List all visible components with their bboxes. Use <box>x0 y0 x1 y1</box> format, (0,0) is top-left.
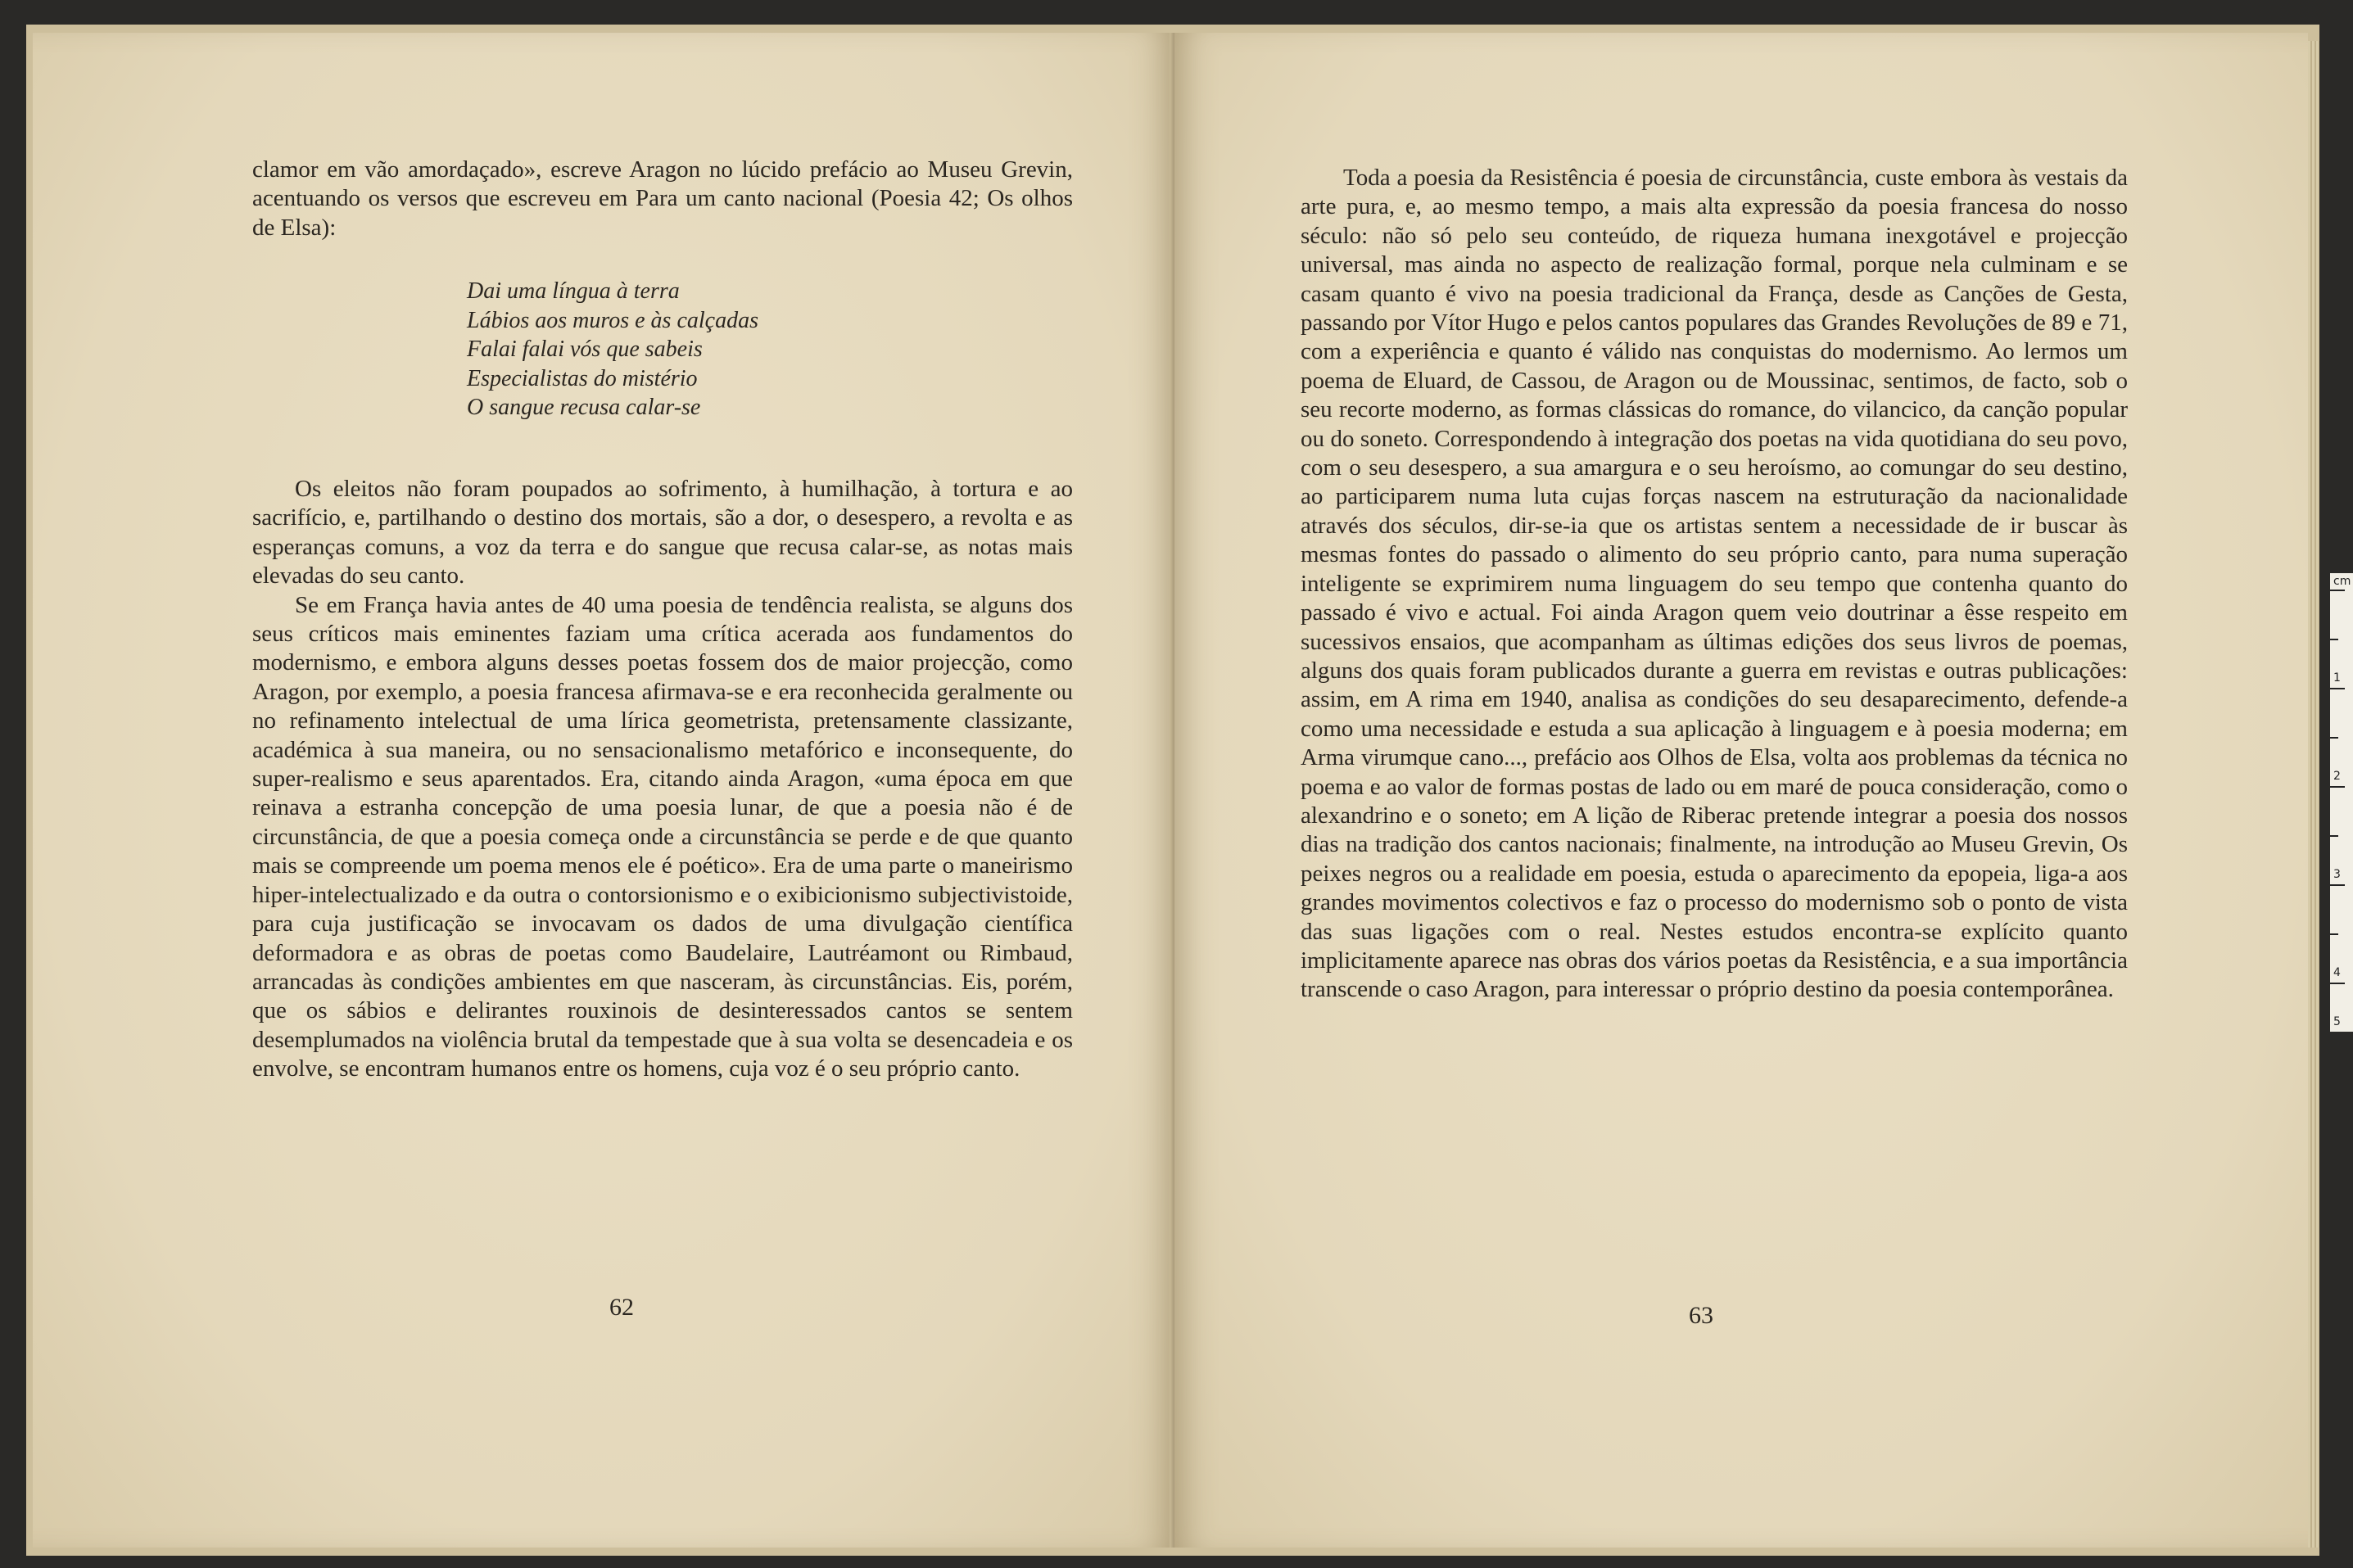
ruler-tick <box>2330 884 2345 886</box>
left-paragraph-franca: Se em França havia antes de 40 uma poesia de tendência realista, se alguns dos seus críticos mais eminentes faziam uma crítica acerada aos fundamentos do modernismo, e embora alguns desses poetas fossem dos de maior projecção, como Aragon, por exemplo, a poesia francesa afirmava-se e era reconhecida geralmente ou no refinamento intelectual de uma lírica geometrista, pretensamente classizante, académica à sua maneira, ou no sensacionalismo metafórico e inconsequente, do super-realismo e seus aparentados. Era, citando ainda Aragon, «uma época em que reinava a estranha concepção de uma poesia lunar, de que a poesia não é de circunstância, de que a poesia começa onde a circunstância se perde e de que quanto mais se compreende um poema menos ele é poético». Era de uma parte o maneirismo hiper-intelectualizado e da outra o contorsionismo e o exibicionismo subjectivistoide, para cuja justificação se invocavam os dados de uma divulgação científica deformadora e as obras de poetas como Baudelaire, Lautréamont ou Rimbaud, arrancadas às condições ambientes em que nasceram, às circunstâncias. Eis, porém, que os sábios e delirantes rouxinois de desinteressados cantos se sentem desemplumados na violência brutal da tempestade que à sua volta se desencadeia e os envolve, se encontram humanos entre os homens, cuja voz é o seu próprio canto. <box>252 591 1073 1082</box>
open-book <box>26 25 2319 1556</box>
page-edges <box>2308 41 2319 1548</box>
ruler-label: 4 <box>2333 966 2341 979</box>
ruler-tick <box>2330 639 2338 640</box>
poem-line: Lábios aos muros e às calçadas <box>467 307 758 333</box>
page-number-right: 63 <box>1689 1302 1713 1329</box>
ruler-tick <box>2330 737 2338 739</box>
poem-line: Especialistas do mistério <box>467 365 698 391</box>
left-paragraph-eleitos: Os eleitos não foram poupados ao sofrimento, à humilhação, à tortura e ao sacrifício, e, partilhando o destino dos mortais, são a dor, o desespero, a revolta e as esperanças comuns, a voz da terra e do sangue que recusa calar-se, as notas mais elevadas do seu canto. <box>252 476 1073 590</box>
left-paragraph-intro: clamor em vão amordaçado», escreve Aragon no lúcido prefácio ao Museu Grevin, acentuando os versos que escreveu em Para um canto nacional (Poesia 42; Os olhos de Elsa): <box>252 156 1073 241</box>
page-number-left: 62 <box>609 1294 634 1321</box>
ruler-tick <box>2330 688 2345 689</box>
right-page <box>1174 33 2308 1548</box>
ruler-tick <box>2330 786 2345 788</box>
ruler-label: 2 <box>2333 770 2341 783</box>
poem-stanza <box>467 277 758 423</box>
left-body-text <box>252 475 1073 1084</box>
poem-line: Dai uma língua à terra <box>467 278 680 304</box>
ruler-label: 1 <box>2333 671 2341 685</box>
poem-line: Falai falai vós que sabeis <box>467 337 703 362</box>
poem-line: O sangue recusa calar-se <box>467 395 701 420</box>
left-page <box>33 33 1173 1548</box>
right-paragraph-resistencia: Toda a poesia da Resistência é poesia de circunstância, custe embora às vestais da arte pura, e, ao mesmo tempo, a mais alta expressão da poesia francesa do nosso século: não só pelo seu conteúdo, de riqueza humana inexgotável e projecção universal, mas ainda no aspecto de realização formal, porque nela culminam e se casam quanto é vivo na poesia tradicional da França, desde as Canções de Gesta, passando por Vítor Hugo e pelos cantos populares das Grandes Revoluções de 89 e 71, com a experiência e quanto é válido nas conquistas do modernismo. Ao lermos um poema de Eluard, de Cassou, de Aragon ou de Moussinac, sentimos, de facto, sob o seu recorte moderno, as formas clássicas do romance, do vilancico, da canção popular ou do soneto. Correspondendo à integração dos poetas na vida quotidiana do seu povo, com o seu desespero, a sua amargura e o seu heroísmo, ao comungar do seu destino, ao participarem numa luta cujas forças nascem na estruturação da nacionalidade através dos séculos, dir-se-ia que os artistas sentem a necessidade de ir buscar às mesmas fontes do passado o alimento do seu próprio canto, para numa superação inteligente se exprimirem numa linguagem do seu tempo que contenha quanto do passado é vivo e actual. Foi ainda Aragon quem veio doutrinar a êsse respeito em sucessivos ensaios, que acompanham as últimas edições dos seus livros de poemas, alguns dos quais foram publicados durante a guerra em revistas e outras publicações: assim, em A rima em 1940, analisa as condições do seu desaparecimento, defende-a como uma necessidade e estuda a sua aplicação à linguagem e à poesia moderna; em Arma virumque cano..., prefácio aos Olhos de Elsa, volta aos problemas da técnica no poema e ao valor de formas postas de lado ou em maré de pouca consideração, como o alexandrino e o soneto; em A lição de Riberac pretende integrar a poesia dos nossos dias na tradição dos cantos nacionais; finalmente, na introdução ao Museu Grevin, Os peixes negros ou a realidade em poesia, estuda o aparecimento da epopeia, liga-a aos grandes movimentos colectivos e faz o processo do modernismo sob o ponto de vista das suas ligações com o real. Nestes estudos encontra-se explícito quanto implicitamente aparece nas obras dos vários poetas da Resistência, e a sua importância transcende o caso Aragon, para interessar o próprio destino da poesia contemporânea. <box>1301 165 2128 1003</box>
ruler-label: cm <box>2333 575 2351 588</box>
ruler-label: 3 <box>2333 868 2341 881</box>
scale-ruler <box>2330 573 2353 1032</box>
ruler-tick <box>2330 590 2345 591</box>
right-body-text <box>1301 164 2128 1005</box>
ruler-label: 5 <box>2333 1015 2341 1028</box>
ruler-tick <box>2330 933 2338 935</box>
ruler-tick <box>2330 983 2345 984</box>
ruler-tick <box>2330 835 2338 837</box>
